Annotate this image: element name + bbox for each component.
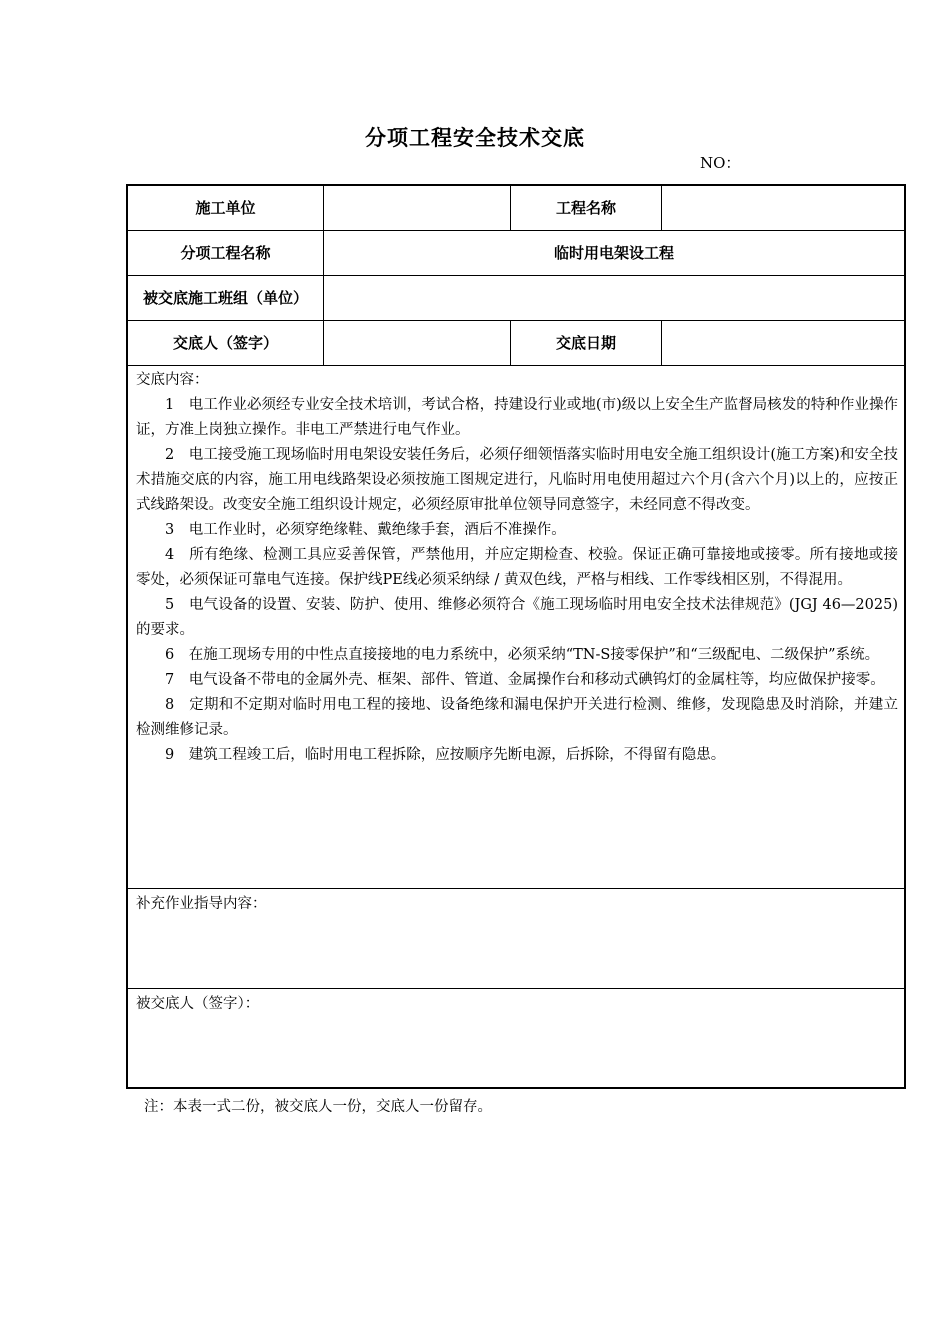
date-value[interactable] bbox=[661, 321, 904, 365]
unit-label: 施工单位 bbox=[195, 199, 256, 217]
content-item: 1 电工作业必须经专业安全技术培训，考试合格，持建设行业或地(市)级以上安全生产监督局核发的特种作业操作证，方准上岗独立操作。非电工严禁进行电气作业。 bbox=[136, 397, 898, 438]
content-item: 3 电工作业时，必须穿绝缘鞋、戴绝缘手套，酒后不准操作。 bbox=[165, 522, 566, 538]
project-name-value[interactable] bbox=[661, 186, 904, 230]
project-name-label: 工程名称 bbox=[510, 186, 661, 230]
recipient-signature-label: 被交底人（签字）： bbox=[136, 996, 260, 1012]
content-item: 2 电工接受施工现场临时用电架设安装任务后，必须仔细领悟落实临时用电安全施工组织设计(施工方案)和安全技术措施交底的内容，施工用电线路架设必须按施工图规定进行，凡临时用电使用超过六个月(含六个月)以上的，应按正式线路架设。改变安全施工组织设计规定，必须经原审批单位领导同意签字，未经同意不得改变。 bbox=[136, 447, 898, 513]
row-team bbox=[128, 276, 904, 321]
supplement-label: 补充作业指导内容： bbox=[136, 896, 267, 912]
unit-value[interactable] bbox=[323, 186, 510, 230]
disclosure-form bbox=[126, 184, 906, 1089]
subproject-label: 分项工程名称 bbox=[180, 244, 271, 262]
document-title: 分项工程安全技术交底 bbox=[365, 126, 585, 150]
discloser-label: 交底人（签字） bbox=[172, 334, 278, 352]
discloser-signature[interactable] bbox=[323, 321, 510, 365]
content-item: 5 电气设备的设置、安装、防护、使用、维修必须符合《施工现场临时用电安全技术法律规范》(JGJ 46—2025)的要求。 bbox=[136, 597, 898, 638]
content-item: 4 所有绝缘、检测工具应妥善保管，严禁他用，并应定期检查、校验。保证正确可靠接地或接零。所有接地或接零处，必须保证可靠电气连接。保护线PE线必须采纳绿 / 黄双色线，严格与相线、工作零线相区别，不得混用。 bbox=[136, 547, 898, 588]
row-unit-project bbox=[128, 186, 904, 231]
footnote: 注：本表一式二份，被交底人一份，交底人一份留存。 bbox=[144, 1099, 492, 1115]
content-item: 7 电气设备不带电的金属外壳、框架、部件、管道、金属操作台和移动式碘钨灯的金属柱等，均应做保护接零。 bbox=[165, 672, 885, 688]
date-label: 交底日期 bbox=[510, 321, 661, 365]
document-number-label: NO： bbox=[700, 154, 741, 172]
content-label: 交底内容： bbox=[136, 372, 209, 388]
content-item: 8 定期和不定期对临时用电工程的接地、设备绝缘和漏电保护开关进行检测、维修，发现隐患及时消除，并建立检测维修记录。 bbox=[136, 697, 898, 738]
row-subproject bbox=[128, 231, 904, 276]
team-value[interactable] bbox=[323, 276, 904, 320]
team-label: 被交底施工班组（单位） bbox=[142, 289, 308, 307]
content-item: 9 建筑工程竣工后，临时用电工程拆除，应按顺序先断电源，后拆除，不得留有隐患。 bbox=[165, 747, 726, 763]
subproject-value[interactable]: 临时用电架设工程 bbox=[323, 231, 904, 275]
content-item: 6 在施工现场专用的中性点直接接地的电力系统中，必须采纳“TN-S接零保护”和“三级配电、二级保护”系统。 bbox=[165, 647, 880, 663]
content-body bbox=[136, 393, 898, 768]
row-discloser-date bbox=[128, 321, 904, 366]
